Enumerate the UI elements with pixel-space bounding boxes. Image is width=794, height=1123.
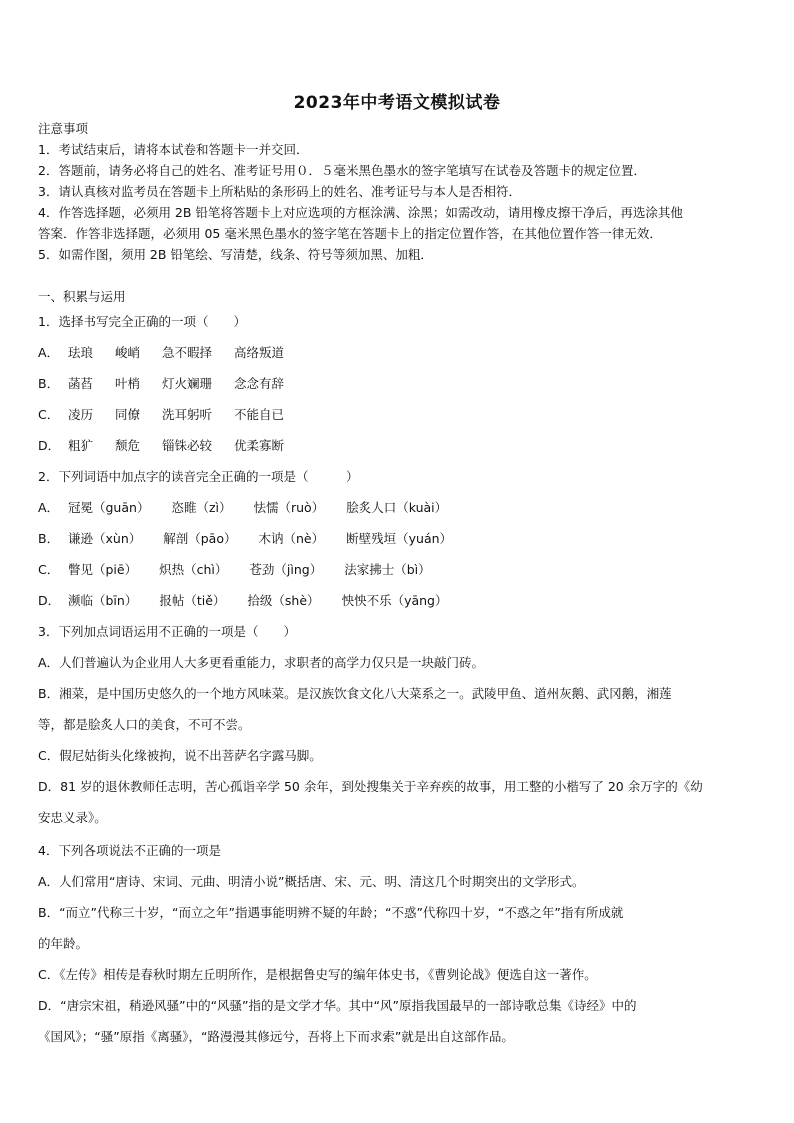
answer-option: C．《左传》相传是春秋时期左丘明所作，是根据鲁史写的编年体史书，《曹刿论战》便选自这一著作。 <box>38 967 597 982</box>
exam-title: 2023年中考语文模拟试卷 <box>293 93 501 113</box>
notice-item: 2．答题前，请务必将自己的姓名、准考证号用０．５毫米黑色墨水的签字笔填写在试卷及答题卡的规定位置． <box>38 163 646 178</box>
answer-option: C． 凌历 同僚 洗耳躬听 不能自已 <box>38 407 285 422</box>
answer-option: D． 粗犷 颓危 锱铢必较 优柔寡断 <box>38 438 285 453</box>
answer-option: D． 濒临（bīn） 报帖（tiě） 拾级（shè） 怏怏不乐（yāng） <box>38 593 448 608</box>
answer-option: C． 瞥见（piē） 炽热（chì） 苍劲（jìng） 法家拂士（bì） <box>38 562 431 577</box>
question-stem: 4．下列各项说法不正确的一项是 <box>38 843 221 858</box>
question-stem: 3．下列加点词语运用不正确的一项是（ ） <box>38 624 296 639</box>
question-stem: 2．下列词语中加点字的读音完全正确的一项是（ ） <box>38 469 359 484</box>
answer-option: B．“而立”代称三十岁，“而立之年”指遇事能明辨不疑的年龄；“不惑”代称四十岁，“不惑之年”指有所成就 <box>38 905 624 920</box>
answer-option-cont: 的年龄。 <box>38 936 89 951</box>
answer-option: A． 珐琅 峻峭 急不暇择 高络叛道 <box>38 345 285 360</box>
answer-option: A．人们普遍认为企业用人大多更看重能力，求职者的高学力仅只是一块敲门砖。 <box>38 655 485 670</box>
notice-item: 1．考试结束后，请将本试卷和答题卡一并交回． <box>38 142 309 157</box>
answer-option: B． 谦逊（xùn） 解剖（pāo） 木讷（nè） 断壁残垣（yuán） <box>38 531 453 546</box>
answer-option: A．人们常用“唐诗、宋词、元曲、明清小说”概括唐、宋、元、明、清这几个时期突出的文学形式。 <box>38 874 585 889</box>
answer-option-cont: 安忠义录》。 <box>38 810 107 825</box>
notice-item: 5．如需作图，须用 2B 铅笔绘、写清楚，线条、符号等须加黑、加粗． <box>38 247 433 262</box>
notice-item: 3．请认真核对监考员在答题卡上所粘贴的条形码上的姓名、准考证号与本人是否相符． <box>38 184 521 199</box>
notice-item: 4．作答选择题，必须用 2B 铅笔将答题卡上对应选项的方框涂满、涂黑；如需改动，请用橡皮擦干净后，再选涂其他 <box>38 205 683 220</box>
answer-option: C．假尼姑街头化缘被拘，说不出菩萨名字露马脚。 <box>38 748 322 763</box>
answer-option: D．81 岁的退休教师任志明，苦心孤诣辛学 50 余年，到处搜集关于辛弃疾的故事，用工整的小楷写了 20 余万字的《幼 <box>38 779 703 794</box>
notice-item: 答案．作答非选择题，必须用 05 毫米黑色墨水的签字笔在答题卡上的指定位置作答，在其他位置作答一律无效． <box>38 226 662 241</box>
section-heading: 一、积累与运用 <box>38 289 126 304</box>
answer-option: A． 冠冕（guān） 恣睢（zì） 怯懦（ruò） 脍炙人口（kuài） <box>38 500 448 515</box>
notice-heading: 注意事项 <box>38 121 89 136</box>
question-stem: 1．选择书写完全正确的一项（ ） <box>38 314 246 329</box>
answer-option-cont: 《国风》；“骚”原指《离骚》，“路漫漫其修远兮，吾将上下而求索”就是出自这部作品。 <box>38 1029 514 1044</box>
answer-option: B． 菡萏 叶梢 灯火斓珊 念念有辞 <box>38 376 285 391</box>
answer-option-cont: 等，都是脍炙人口的美食，不可不尝。 <box>38 717 251 732</box>
answer-option: D．“唐宗宋祖，稍逊风骚”中的“风骚”指的是文学才华。其中“风”原指我国最早的一部诗歌总集《诗经》中的 <box>38 998 637 1013</box>
answer-option: B．湘菜，是中国历史悠久的一个地方风味菜。是汉族饮食文化八大菜系之一。武陵甲鱼、道州灰鹅、武冈鹅，湘莲 <box>38 686 672 701</box>
